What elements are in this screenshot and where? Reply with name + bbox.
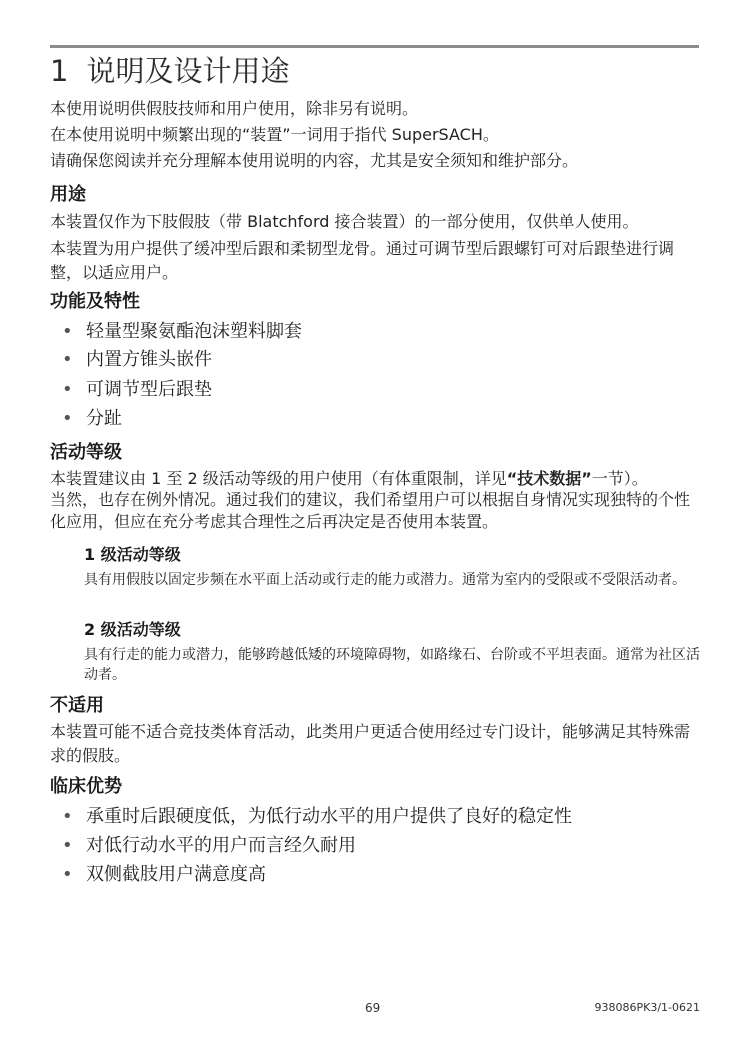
activity-paragraph-2: 当然，也存在例外情况。通过我们的建议，我们希望用户可以根据自身情况实现独特的个性化应用，但应在充分考虑其合理性之后再决定是否使用本装置。 [50, 490, 691, 531]
bullet-icon: • [62, 379, 73, 400]
not-suitable-text: 本装置可能不适合竞技类体育活动，此类用户更适合使用经过专门设计，能够满足其特殊需求的假肢。 [50, 722, 691, 765]
section-title-text: 说明及设计用途 [86, 54, 290, 88]
feature-item: • 轻量型聚氨酯泡沫塑料脚套 [62, 319, 302, 345]
section-title [50, 52, 289, 90]
clinical-heading: 临床优势 [50, 776, 122, 797]
level2-heading: 2 级活动等级 [84, 620, 181, 639]
bullet-icon: • [62, 806, 73, 827]
intro-paragraph-1: 本使用说明供假肢技师和用户使用，除非另有说明。 [50, 99, 419, 118]
not-suitable-heading: 不适用 [50, 695, 104, 716]
bullet-icon: • [62, 835, 73, 856]
activity-paragraph-1: 本装置建议由 1 至 2 级活动等级的用户使用（有体重限制，详见“技术数据”一节）。 [50, 469, 648, 488]
use-paragraph-2: 本装置为用户提供了缓冲型后跟和柔韧型龙骨。通过可调节型后跟螺钉可对后跟垫进行调整，以适应用户。 [50, 239, 675, 282]
bullet-icon: • [62, 349, 73, 370]
technical-data-reference: “技术数据” [506, 469, 592, 488]
bullet-icon: • [62, 408, 73, 429]
feature-item: • 可调节型后跟垫 [62, 377, 212, 403]
document-code: 938086PK3/1-0621 [594, 1001, 700, 1014]
top-rule [50, 45, 699, 48]
feature-item: • 分趾 [62, 406, 122, 432]
clinical-item: • 双侧截肢用户满意度高 [62, 862, 266, 888]
level2-text: 具有行走的能力或潜力，能够跨越低矮的环境障碍物，如路缘石、台阶或不平坦表面。通常为社区活动者。 [84, 647, 700, 683]
features-heading: 功能及特性 [50, 291, 140, 312]
intro-paragraph-3: 请确保您阅读并充分理解本使用说明的内容，尤其是安全须知和维护部分。 [50, 151, 579, 170]
bullet-icon: • [62, 321, 73, 342]
level1-text: 具有用假肢以固定步频在水平面上活动或行走的能力或潜力。通常为室内的受限或不受限活动者。 [84, 572, 686, 588]
clinical-item: • 对低行动水平的用户而言经久耐用 [62, 833, 356, 859]
page-number: 69 [365, 1001, 381, 1015]
use-paragraph-1: 本装置仅作为下肢假肢（带 Blatchford 接合装置）的一部分使用，仅供单人使用。 [50, 212, 639, 231]
activity-heading: 活动等级 [50, 442, 122, 463]
feature-item: • 内置方锥头嵌件 [62, 347, 212, 373]
level1-heading: 1 级活动等级 [84, 545, 181, 564]
clinical-item: • 承重时后跟硬度低，为低行动水平的用户提供了良好的稳定性 [62, 804, 572, 830]
section-number: 1 [50, 54, 69, 88]
use-heading: 用途 [50, 184, 86, 205]
bullet-icon: • [62, 864, 73, 885]
intro-paragraph-2: 在本使用说明中频繁出现的“装置”一词用于指代 SuperSACH。 [50, 125, 499, 144]
